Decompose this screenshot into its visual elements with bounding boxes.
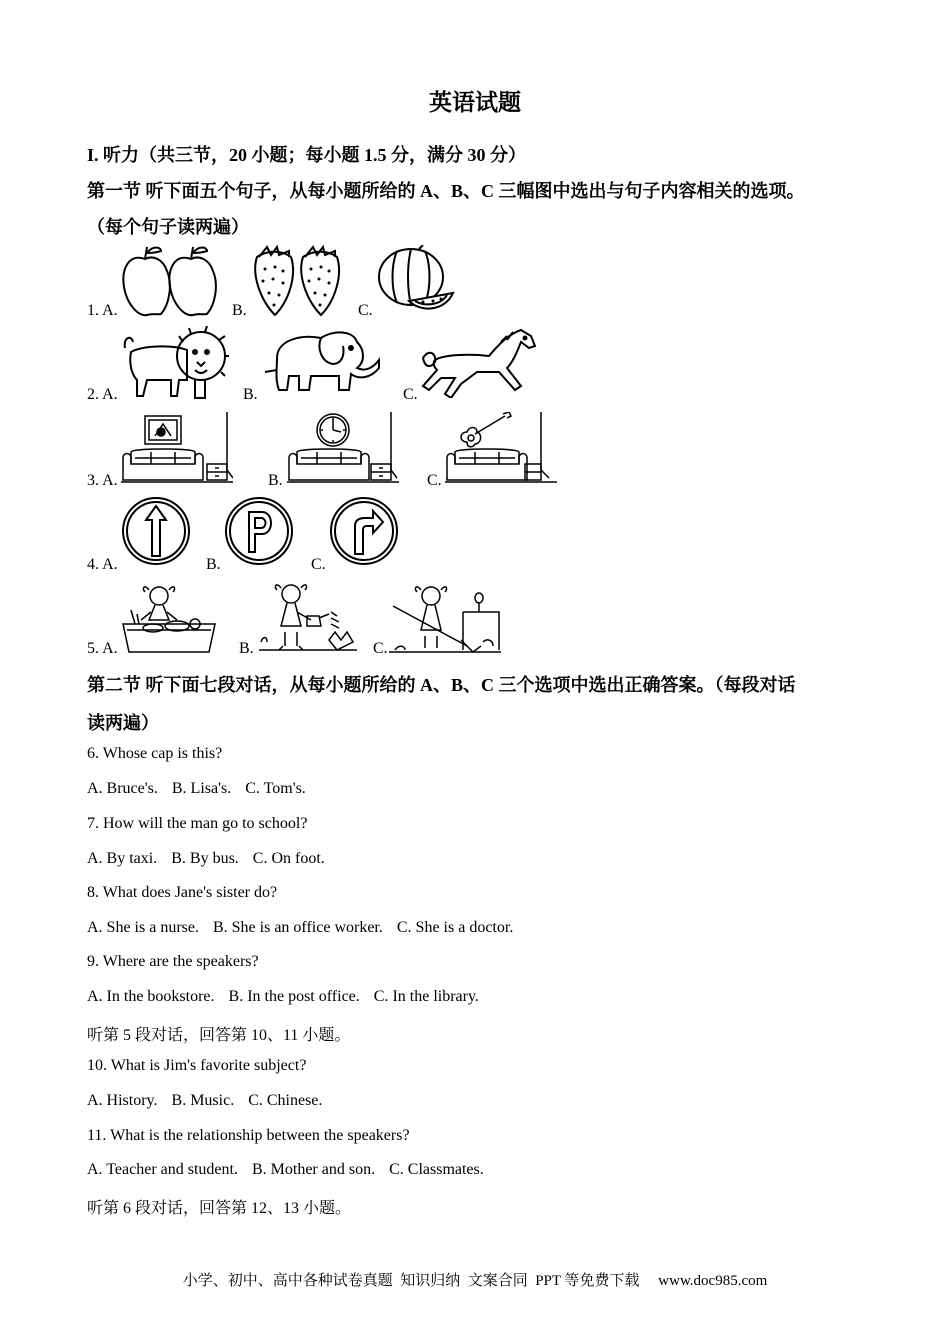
page-footer[interactable]: 小学、初中、高中各种试卷真题 知识归纳 文案合同 PPT 等免费下载 www.doc985.com: [182, 1273, 768, 1289]
option-c: C. Chinese.: [248, 1092, 323, 1109]
option-a: A. By taxi.: [87, 850, 158, 867]
girl-watering-flowers-icon: [257, 580, 361, 654]
option-a: A. In the bookstore.: [87, 988, 215, 1005]
dialogue-6-note: 听第 6 段对话，回答第 12、13 小题。: [87, 1200, 352, 1217]
question-3-number: 3. A.: [87, 472, 118, 489]
question-4-number: 4. A.: [87, 556, 118, 573]
question-10-options: [87, 1092, 336, 1110]
question-9-options: [87, 988, 493, 1006]
question-2-row: [87, 324, 887, 404]
question-3-row: [87, 410, 887, 490]
option-c: C. Tom's.: [245, 780, 306, 797]
question-8-options: [87, 919, 527, 937]
option-b: B. Mother and son.: [251, 1161, 376, 1178]
girl-washing-dishes-icon: [119, 580, 219, 654]
part2-instruction-line2: 读两遍）: [87, 713, 159, 733]
section-header: I. 听力（共三节，20 小题；每小题 1.5 分，满分 30 分）: [87, 145, 527, 165]
question-1-option-c: C.: [358, 302, 373, 319]
question-8: 8. What does Jane's sister do?: [87, 884, 278, 901]
question-9: 9. Where are the speakers?: [87, 953, 259, 970]
girl-sweeping-floor-icon: [389, 580, 503, 654]
horse-icon: [421, 328, 541, 398]
clock-on-wall-icon: [287, 412, 399, 486]
question-4-option-b: B.: [206, 556, 221, 573]
question-1-row: [87, 240, 887, 320]
question-3-option-b: B.: [268, 472, 283, 489]
question-4-row: [87, 494, 887, 574]
question-1-option-b: B.: [232, 302, 247, 319]
question-6-options: [87, 780, 320, 798]
parking-sign-icon: [224, 496, 294, 566]
option-b: B. By bus.: [171, 850, 239, 867]
question-5-row: [87, 578, 887, 658]
question-1-number: 1. A.: [87, 302, 118, 319]
question-5-number: 5. A.: [87, 640, 118, 657]
dialogue-5-note: 听第 5 段对话，回答第 10、11 小题。: [87, 1027, 351, 1044]
question-11-options: [87, 1161, 498, 1179]
part1-instruction-line2: （每个句子读两遍）: [87, 217, 249, 237]
option-a: A. She is a nurse.: [87, 919, 199, 936]
question-3-option-c: C.: [427, 472, 442, 489]
question-5-option-c: C.: [373, 640, 388, 657]
elephant-icon: [261, 328, 381, 394]
part2-instruction-line1: 第二节 听下面七段对话，从每小题所给的 A、B、C 三个选项中选出正确答案。（每段对话: [87, 675, 796, 695]
option-c: C. She is a doctor.: [396, 919, 514, 936]
option-b: B. In the post office.: [228, 988, 360, 1005]
question-11: 11. What is the relationship between the speakers?: [87, 1127, 410, 1144]
strawberries-icon: [249, 245, 345, 317]
lion-icon: [121, 326, 229, 402]
question-10: 10. What is Jim's favorite subject?: [87, 1057, 307, 1074]
guitar-on-wall-icon: [445, 412, 559, 486]
option-a: A. History.: [87, 1092, 158, 1109]
option-b: B. She is an office worker.: [212, 919, 383, 936]
question-6: 6. Whose cap is this?: [87, 745, 223, 762]
question-7-options: [87, 850, 339, 868]
watermelon-icon: [377, 245, 457, 313]
option-a: A. Teacher and student.: [87, 1161, 238, 1178]
option-b: B. Music.: [171, 1092, 235, 1109]
question-2-number: 2. A.: [87, 386, 118, 403]
option-c: C. On foot.: [252, 850, 325, 867]
part1-instruction-line1: 第一节 听下面五个句子，从每小题所给的 A、B、C 三幅图中选出与句子内容相关的选项。: [87, 181, 805, 201]
question-2-option-b: B.: [243, 386, 258, 403]
question-7: 7. How will the man go to school?: [87, 815, 308, 832]
option-b: B. Lisa's.: [171, 780, 232, 797]
page-title: 英语试题: [429, 90, 521, 115]
option-c: C. In the library.: [373, 988, 479, 1005]
question-4-option-c: C.: [311, 556, 326, 573]
picture-on-wall-icon: [121, 412, 233, 486]
option-a: A. Bruce's.: [87, 780, 158, 797]
option-c: C. Classmates.: [389, 1161, 484, 1178]
go-straight-sign-icon: [121, 496, 191, 566]
question-2-option-c: C.: [403, 386, 418, 403]
turn-right-sign-icon: [329, 496, 399, 566]
question-5-option-b: B.: [239, 640, 254, 657]
apples-icon: [121, 245, 217, 317]
